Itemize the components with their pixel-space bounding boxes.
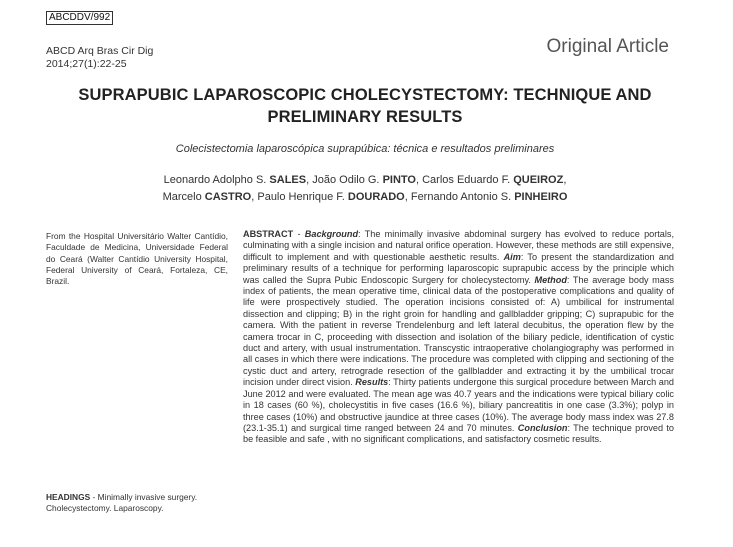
author-given: Paulo Henrique F. — [257, 191, 345, 203]
author-family: DOURADO — [347, 191, 405, 203]
author-list: Leonardo Adolpho S. SALES, João Odilo G. PINTO, Carlos Eduardo F. QUEIROZ, Marcelo CASTRO, Paulo Henrique F. DOURADO, Fernando Antonio S. PINHEIRO — [162, 174, 568, 203]
journal-name: ABCD Arq Bras Cir Dig — [46, 45, 154, 57]
author-family: PINTO — [382, 174, 416, 186]
abstract: ABSTRACT - Background: The minimally invasive abdominal surgery has evolved to reduce portals, culminating with a single incision and natural orifice operation. However, these methods are still expensive, difficult to implement and with questionable aesthetic results. Aim: To present the standardization and preliminary results of a technique for performing laparoscopic suprapubic access by the principle which was called the Supra Pubic Endoscopic Surgery for cholecystectomy. Method: The average body mass index of patients, the mean operative time, clinical data of the postoperative complications and quality of life were prospectively studied. The operation incisions consisted of: A) umbilical for instrumental dissection and clipping; B) in the right groin for handling and gallbladder gripping; C) suprapubic for the camera. With the patient in reverse Trendelenburg and left lateral decubitus, the operation flew by the camera trocar in C, proceeding with dissection and isolation of the biliary pedicle, identification of cystic duct and artery, with usual instrumentation. Transcystic intraoperative cholangiography was performed in all cases in which there were indications. The procedure was completed with clipping and sectioning of the cystic duct and artery, retrograde resection of the gallbladder and extracting it by the umbilical trocar incision under direct vision. Results: Thirty patients undergone this surgical procedure between March and June 2012 and were evaluated. The mean age was 40.7 years and the indications were typical biliary colic in 18 cases (60 %), cholecystitis in five cases (16.6 %), biliary pancreatitis in one case (3.3%); polyp in three cases (10%) and obstructive jaundice at three cases (10%). The average body mass index was 27.8 (23.1-35.1) and surgical time ranged between 24 and 70 minutes. Conclusion: The technique proved to be feasible and safe , with no significant complications, and satisfactory cosmetic results. — [243, 229, 675, 445]
abstract-section-text: : The minimally invasive abdominal surgery has evolved to reduce portals, culminating with a single incision and natural orifice operation. However, these methods are still expensive, difficult to implement and with questionable aesthetic results. — [243, 229, 674, 262]
author-given: Leonardo Adolpho S. — [163, 174, 267, 186]
document-code: ABCDDV/992 — [46, 11, 113, 25]
article-type: Original Article — [546, 36, 669, 57]
abstract-section-text: : The technique proved to be feasible and safe , with no significant complications, and satisfactory cosmetic results. — [243, 422, 674, 445]
author-given: João Odilo G. — [312, 174, 380, 186]
keywords — [46, 492, 232, 515]
keywords-label: HEADINGS — [46, 492, 91, 502]
abstract-section-text: : To present the standardization and preliminary results of a technique for performing laparoscopic suprapubic access by the principle which was called the Supra Pubic Endoscopic Surgery for cholecystectomy. — [243, 251, 675, 285]
abstract-label: ABSTRACT — [243, 229, 294, 239]
article-subtitle: Colecistectomia laparoscópica suprapúbica: técnica e resultados preliminares — [175, 143, 555, 155]
article-title: SUPRAPUBIC LAPAROSCOPIC CHOLECYSTECTOMY: TECHNIQUE AND PRELIMINARY RESULTS — [78, 86, 652, 126]
abstract-section-text: : The average body mass index of patients, the mean operative time, clinical data of the postoperative complications and quality of life were prospectively studied. The operation incisions consisted of: A) umbilical for instrumental dissection and clipping; B) in the right groin for handling and gallbladder gripping; C) suprapubic for the camera. With the patient in reverse Trendelenburg and left lateral decubitus, the operation flew by the camera trocar in C, proceeding with dissection and isolation of the biliary pedicle, identification of cystic duct and artery, with usual instrumentation. Transcystic intraoperative cholangiography was performed in all cases in which there were indications. The procedure was completed with clipping and sectioning of the cystic duct and artery, retrograde resection of the gallbladder and extracting it by the umbilical trocar incision under direct vision. — [243, 274, 674, 388]
abstract-section-text: : Thirty patients undergone this surgical procedure between March and June 2012 and were evaluated. The mean age was 40.7 years and the indications were typical biliary colic in 18 cases (60 %), cholecystitis in five cases (16.6 %), biliary pancreatitis in one case (3.3%); polyp in three cases (10%) and obstructive jaundice at three cases (10%). The average body mass index was 27.8 (23.1-35.1) and surgical time ranged between 24 and 70 minutes. — [243, 377, 675, 433]
abstract-section-heading: Conclusion — [517, 422, 568, 433]
author-given: Marcelo — [162, 191, 202, 203]
journal-volume: 2014;27(1):22-25 — [46, 58, 127, 70]
abstract-section-heading: Results — [355, 377, 389, 388]
author-given: Carlos Eduardo F. — [422, 174, 511, 186]
author-family: SALES — [269, 174, 307, 186]
keywords-text: - Minimally invasive surgery. Cholecystectomy. Laparoscopy. — [46, 492, 198, 514]
affiliation: From the Hospital Universitário Walter Cantídio, Faculdade de Medicina, Universidade Federal do Ceará (Walter Cantídio University Hospital, Federal University of Ceará, Fortaleza, CE, Brazil. — [46, 231, 228, 287]
author-family: PINHEIRO — [514, 191, 568, 203]
abstract-section-heading: Method — [534, 274, 567, 285]
author-given: Fernando Antonio S. — [410, 191, 512, 203]
author-family: CASTRO — [204, 191, 252, 203]
author-family: QUEIROZ — [513, 174, 564, 186]
abstract-section-heading: Aim — [503, 251, 521, 262]
journal-citation — [46, 45, 153, 71]
abstract-section-heading: Background — [304, 229, 359, 239]
